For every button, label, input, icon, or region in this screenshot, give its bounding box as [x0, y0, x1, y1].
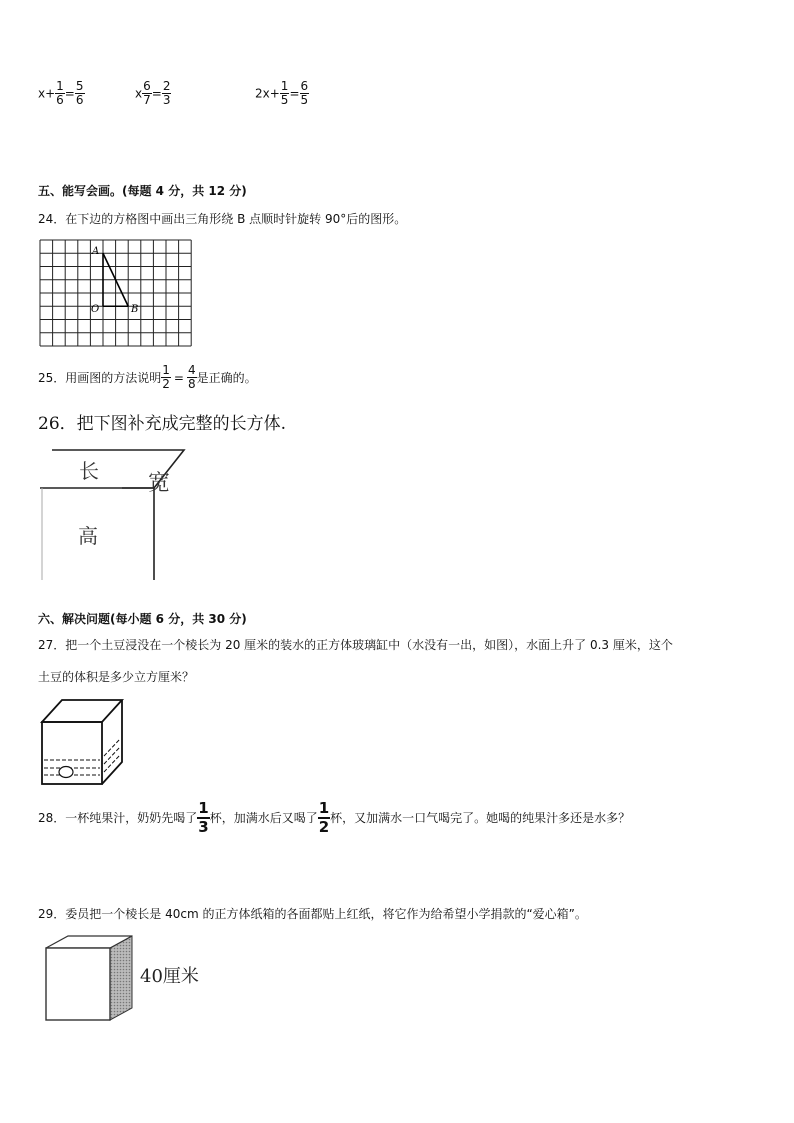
label-long: 长 [79, 459, 99, 483]
label-o: O [91, 304, 100, 315]
label-wide: 宽 [148, 471, 171, 496]
label-a: A [92, 246, 100, 257]
q25-line: 25．用画图的方法说明 $\frac{1}{2}$ = $\frac{4}{8}$ 是正确的。 [38, 363, 257, 392]
q29-text: 29．委员把一个棱长是 40cm 的正方体纸箱的各面都贴上红纸，将它作为给希望小学捐款的“爱心箱”。 [38, 907, 587, 921]
label-b: B [131, 304, 139, 315]
equation-2: x $\frac{6}{7}$ = $\frac{2}{3}$ [135, 79, 171, 108]
section-6-title: 六、解决问题(每小题 6 分，共 30 分) [38, 612, 247, 626]
fraction-1-3: $\frac{1}{3}$ [198, 799, 209, 836]
fraction: $\frac{6}{5}$ [300, 79, 309, 108]
fraction-1-2: $\frac{1}{2}$ [162, 363, 170, 392]
cube-edge-label: 40厘米 [140, 966, 199, 987]
q24-text: 24．在下边的方格图中画出三角形绕 B 点顺时针旋转 90°后的图形。 [38, 212, 407, 226]
equation-1: x+ $\frac{1}{6}$ = $\frac{5}{6}$ [38, 79, 84, 108]
q25-suffix: 是正确的。 [196, 371, 257, 386]
fraction: $\frac{5}{6}$ [75, 79, 84, 108]
label-high: 高 [78, 524, 98, 548]
q28-line: 28．一杯纯果汁，奶奶先喝了 $\frac{1}{3}$ 杯，加满水后又喝了 $\frac{1}{2}$ 杯，又加满水一口气喝完了。她喝的纯果汁多还是水多？ [38, 799, 631, 836]
q27-line-1: 27．把一个土豆浸没在一个棱长为 20 厘米的装水的正方体玻璃缸中（水没有一出，如图），水面上升了 0.3 厘米，这个 [38, 638, 673, 652]
q26-text: 26．把下图补充成完整的长方体. [38, 414, 287, 434]
q27-line-2: 土豆的体积是多少立方厘米？ [38, 670, 195, 684]
fraction-1-2: $\frac{1}{2}$ [318, 799, 330, 836]
fraction-4-8: $\frac{4}{8}$ [187, 363, 196, 392]
q25-prefix: 25．用画图的方法说明 [38, 371, 162, 386]
grid-lines [40, 240, 191, 346]
q26-cuboid-figure [36, 440, 236, 585]
fraction: $\frac{6}{7}$ [143, 79, 151, 108]
q24-grid-figure [36, 238, 196, 350]
equation-3: 2x+ $\frac{1}{5}$ = $\frac{6}{5}$ [255, 79, 309, 108]
fraction: $\frac{1}{5}$ [280, 79, 289, 108]
fraction: $\frac{2}{3}$ [162, 79, 171, 108]
section-5-title: 五、能写会画。(每题 4 分，共 12 分) [38, 184, 247, 198]
fraction: $\frac{1}{6}$ [56, 79, 64, 108]
q29-cube-figure [44, 932, 214, 1028]
potato-shape [59, 767, 73, 778]
q27-tank-figure [38, 694, 130, 790]
